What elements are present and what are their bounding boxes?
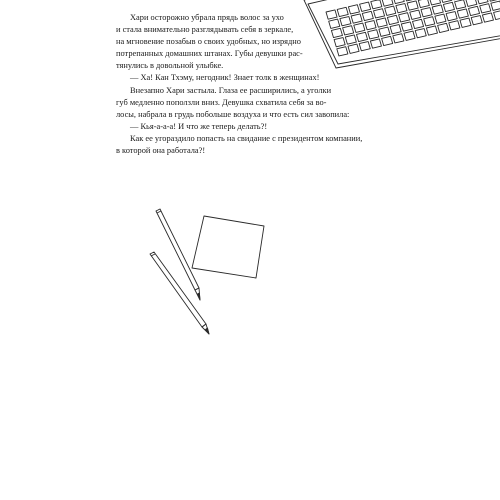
keyboard-key xyxy=(482,13,493,22)
keyboard-key xyxy=(359,42,370,51)
keyboard-key xyxy=(371,0,382,9)
text-line: — Ха! Кан Тхэму, негодник! Знает толк в женщинах! xyxy=(130,73,320,83)
keyboard-key xyxy=(376,18,387,27)
keyboard-key xyxy=(407,1,418,10)
text-line: лосы, набрала в грудь побольше воздуха и что есть сил завопила: xyxy=(116,109,350,119)
keyboard-key xyxy=(441,0,452,2)
text-line: Как ее угораздило попасть на свидание с президентом компании, xyxy=(130,133,363,143)
keyboard-key xyxy=(360,2,371,11)
keyboard-key xyxy=(382,0,393,6)
keyboard-key xyxy=(393,34,404,43)
keyboard-key xyxy=(357,32,368,41)
keyboard-key xyxy=(477,0,488,4)
keyboard-key xyxy=(446,12,457,21)
keyboard-key xyxy=(365,21,376,30)
keyboard-key xyxy=(382,36,393,45)
keyboard-key xyxy=(430,0,441,5)
keyboard-key xyxy=(410,10,421,19)
keyboard-key xyxy=(368,30,379,39)
text-line: тянулись в довольной улыбке. xyxy=(116,61,224,71)
keyboard-key xyxy=(426,26,437,35)
keyboard-key xyxy=(351,14,362,23)
keyboard-key xyxy=(466,0,477,6)
keyboard-key xyxy=(449,21,460,30)
keyboard-key xyxy=(413,19,424,28)
text-line: Хари осторожно убрала прядь волос за ухо xyxy=(130,13,284,22)
keyboard-key xyxy=(379,27,390,36)
keyboard-key xyxy=(362,11,373,20)
body-text xyxy=(116,12,363,157)
keyboard-key xyxy=(404,31,415,40)
text-line: — Кья-а-а-а! И что же теперь делать?! xyxy=(130,121,268,131)
keyboard-key xyxy=(385,6,396,15)
keyboard-key xyxy=(491,1,500,10)
keyboard-key xyxy=(424,17,435,26)
keyboard-key xyxy=(438,23,449,32)
text-line: на мгновение позабыв о своих удобных, но изрядно xyxy=(116,37,301,47)
keyboard-key xyxy=(455,0,466,9)
keyboard-key xyxy=(421,8,432,17)
keyboard-key xyxy=(488,0,499,1)
keyboard-key xyxy=(390,25,401,34)
sticky-note-icon xyxy=(190,214,268,280)
keyboard-key xyxy=(354,23,365,32)
text-line: в которой она работала?! xyxy=(116,146,206,156)
keyboard-key xyxy=(415,29,426,38)
keyboard-key xyxy=(418,0,429,8)
keyboard-key xyxy=(396,4,407,13)
keyboard-key xyxy=(443,2,454,11)
keyboard-key xyxy=(480,4,491,13)
keyboard-key xyxy=(457,9,468,18)
keyboard-key xyxy=(348,5,359,14)
keyboard-key xyxy=(387,15,398,24)
keyboard-key xyxy=(374,9,385,18)
text-line: и стала внимательно разглядывать себя в зеркале, xyxy=(116,25,294,35)
keyboard-key xyxy=(399,13,410,22)
keyboard-key xyxy=(471,16,482,25)
keyboard-key xyxy=(348,44,359,53)
keyboard-key xyxy=(370,39,381,48)
keyboard-key xyxy=(432,5,443,14)
keyboard-key xyxy=(469,6,480,15)
keyboard-key xyxy=(401,22,412,31)
text-line: губ медленно поползли вниз. Девушка схватила себя за во- xyxy=(116,97,327,107)
keyboard-key xyxy=(393,0,404,4)
keyboard-key xyxy=(460,18,471,27)
keyboard-key xyxy=(494,10,500,19)
keyboard-key xyxy=(435,14,446,23)
text-line: Внезапно Хари застыла. Глаза ее расширились, а уголки xyxy=(130,85,332,95)
keyboard-key xyxy=(404,0,415,1)
text-line: потрепанных домашних штанах. Губы девушки рас- xyxy=(116,49,303,59)
